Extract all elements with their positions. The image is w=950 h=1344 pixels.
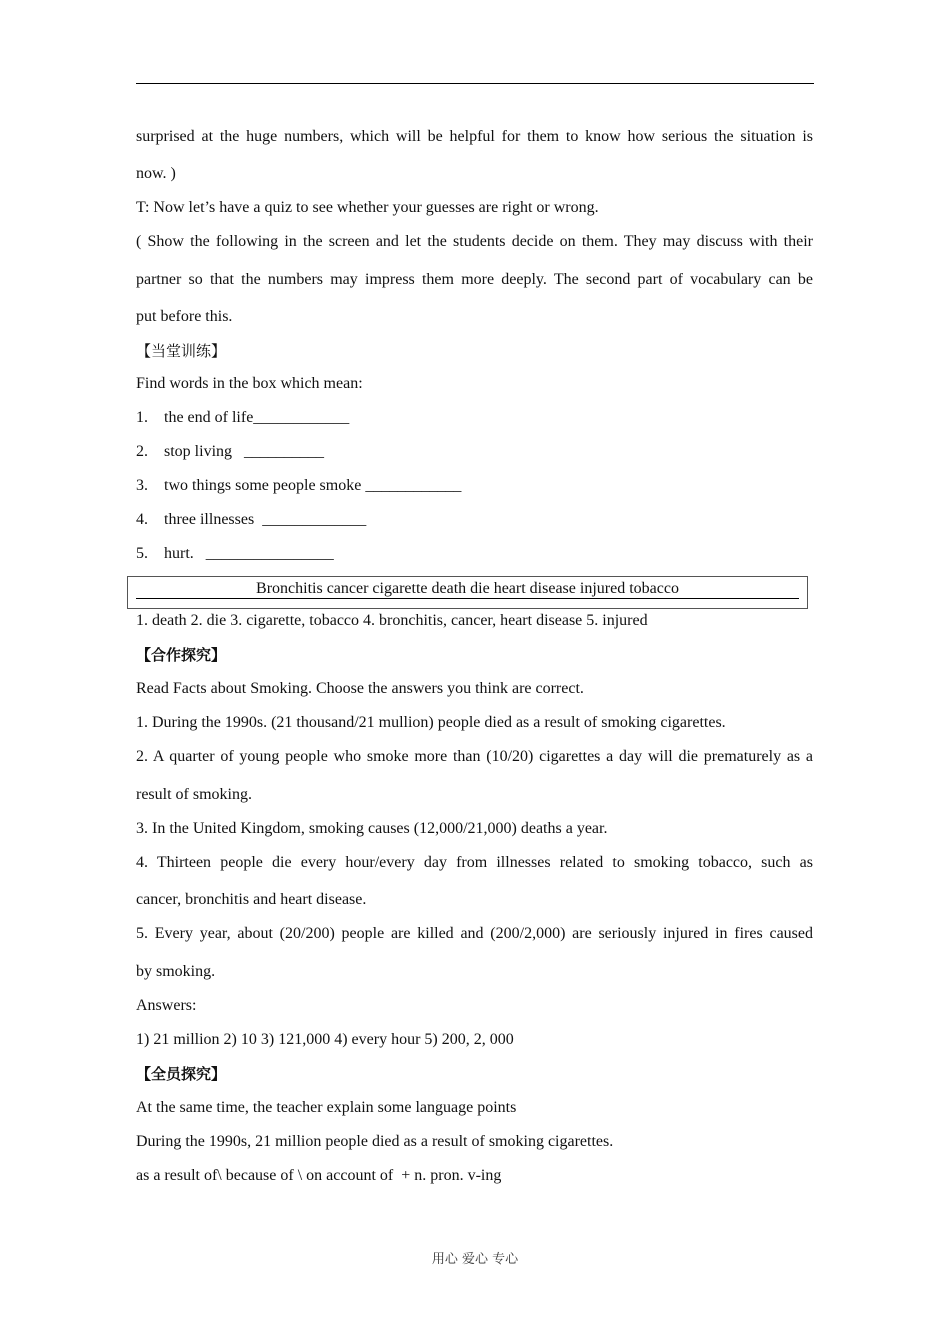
word-box bbox=[127, 576, 808, 609]
paragraph-line: At the same time, the teacher explain some language points bbox=[136, 1099, 517, 1116]
exercise-item: 2. stop living __________ bbox=[136, 443, 325, 460]
exercise-item: 1. the end of life____________ bbox=[136, 409, 350, 426]
paragraph-line: partner so that the numbers may impress them more deeply. The second part of vocabulary can be bbox=[136, 271, 813, 288]
question: 5. Every year, about (20/200) people are killed and (200/2,000) are seriously injured in fires caused bbox=[136, 925, 813, 942]
answers-label: Answers: bbox=[136, 997, 197, 1014]
word-box-text: Bronchitis cancer cigarette death die heart disease injured tobacco bbox=[256, 580, 679, 597]
page-footer: 用心 爱心 专心 bbox=[431, 1252, 519, 1267]
teacher-line: T: Now let’s have a quiz to see whether your guesses are right or wrong. bbox=[136, 199, 599, 216]
instruction: Read Facts about Smoking. Choose the answers you think are correct. bbox=[136, 680, 584, 697]
paragraph-line: put before this. bbox=[136, 308, 233, 325]
header-rule bbox=[136, 83, 814, 84]
exercise-item: 4. three illnesses _____________ bbox=[136, 511, 367, 528]
section-heading: 【当堂训练】 bbox=[136, 342, 227, 360]
section-heading: 【合作探究】 bbox=[136, 646, 227, 664]
question: result of smoking. bbox=[136, 786, 252, 803]
question: 3. In the United Kingdom, smoking causes (12,000/21,000) deaths a year. bbox=[136, 820, 608, 837]
question: by smoking. bbox=[136, 963, 216, 980]
paragraph-line: now. ) bbox=[136, 165, 176, 182]
answers-line: 1. death 2. die 3. cigarette, tobacco 4. bronchitis, cancer, heart disease 5. injured bbox=[136, 612, 648, 629]
question: 4. Thirteen people die every hour/every day from illnesses related to smoking tobacco, such as bbox=[136, 854, 813, 871]
word-box-underline bbox=[136, 598, 799, 599]
paragraph-line: During the 1990s, 21 million people died as a result of smoking cigarettes. bbox=[136, 1133, 614, 1150]
section-heading: 【全员探究】 bbox=[136, 1065, 227, 1083]
answers-line: 1) 21 million 2) 10 3) 121,000 4) every hour 5) 200, 2, 000 bbox=[136, 1031, 514, 1048]
paragraph-line: as a result of\ because of \ on account of + n. pron. v-ing bbox=[136, 1167, 502, 1184]
paragraph-line: ( Show the following in the screen and let the students decide on them. They may discuss with their bbox=[136, 233, 813, 250]
paragraph-line: surprised at the huge numbers, which will be helpful for them to know how serious the situation is bbox=[136, 128, 813, 145]
exercise-item: 5. hurt. ________________ bbox=[136, 545, 334, 562]
question: 2. A quarter of young people who smoke more than (10/20) cigarettes a day will die prematurely as a bbox=[136, 748, 813, 765]
exercise-item: 3. two things some people smoke ____________ bbox=[136, 477, 462, 494]
question: 1. During the 1990s. (21 thousand/21 mullion) people died as a result of smoking cigarettes. bbox=[136, 714, 726, 731]
instruction: Find words in the box which mean: bbox=[136, 375, 363, 392]
question: cancer, bronchitis and heart disease. bbox=[136, 891, 367, 908]
